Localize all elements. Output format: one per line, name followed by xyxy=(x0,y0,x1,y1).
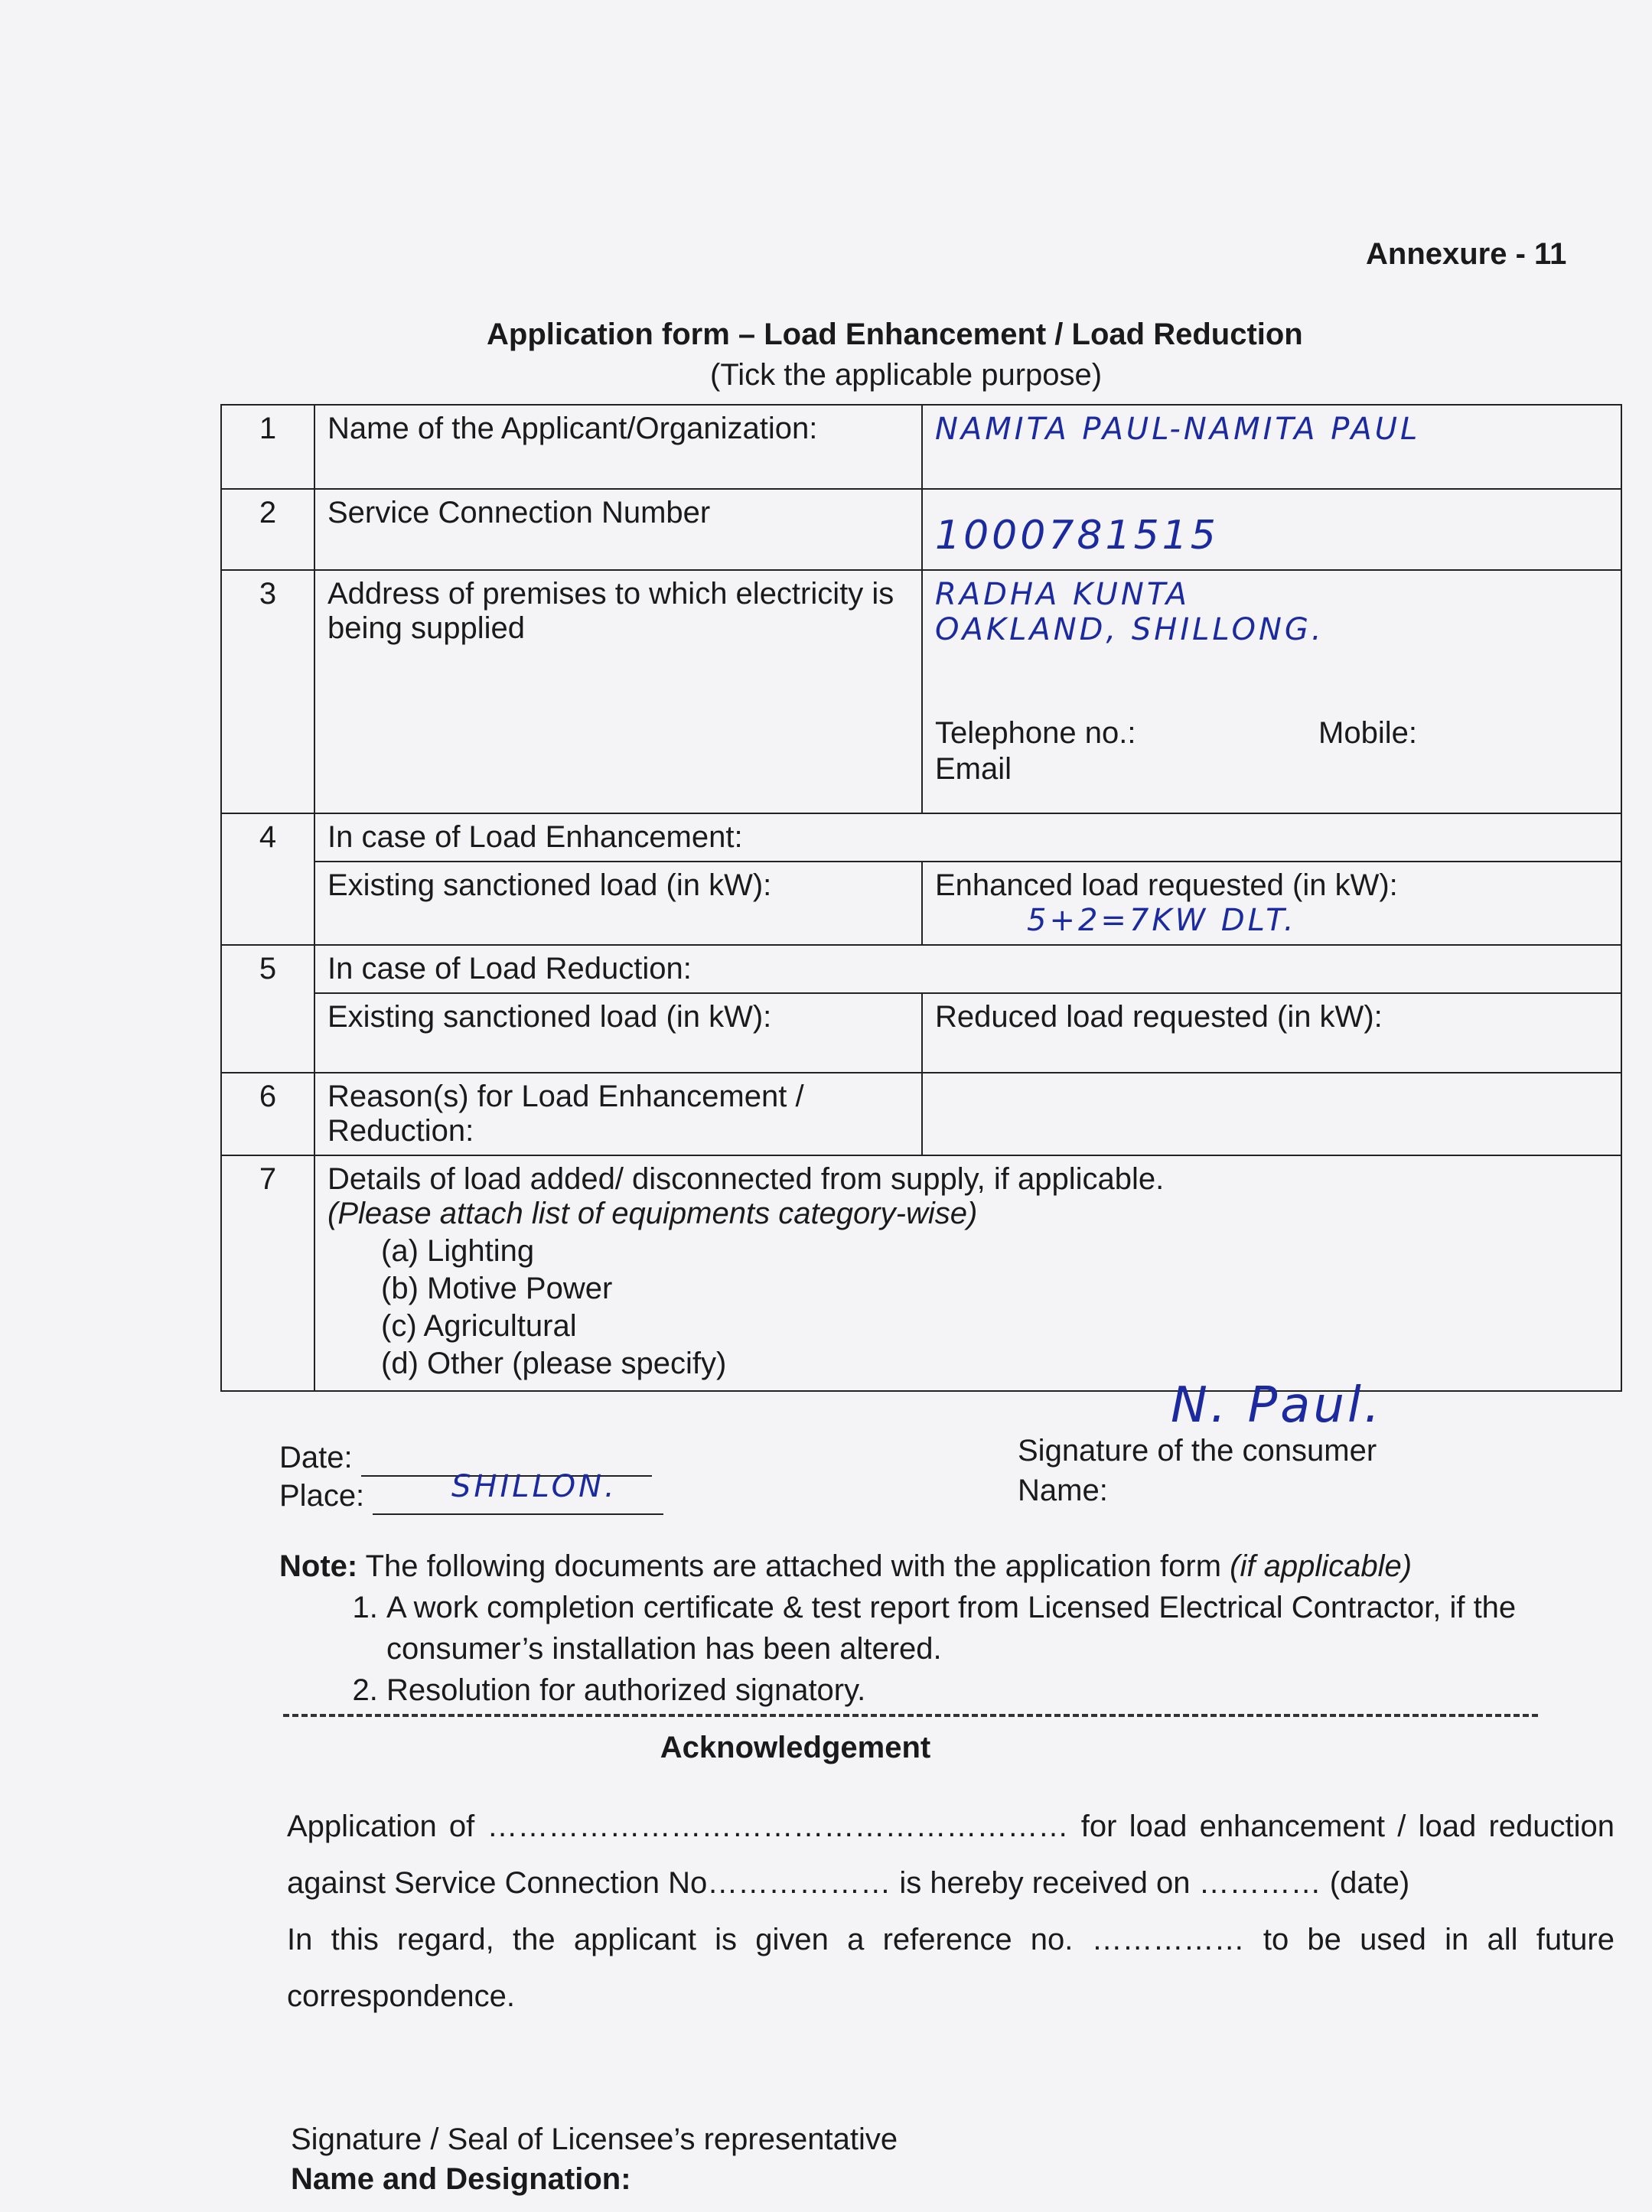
reduced-load-field[interactable] xyxy=(922,993,1621,1073)
address-line-1: RADHA KUNTA xyxy=(935,577,1190,612)
row-number: 1 xyxy=(221,405,314,489)
table-row xyxy=(221,993,1621,1073)
place-label: Place: xyxy=(279,1479,365,1513)
list-item: 2. Resolution for authorized signatory. xyxy=(386,1670,1626,1711)
load-details-label: Details of load added/ disconnected from supply, if applicable. xyxy=(327,1162,1165,1196)
applicant-name-value: NAMITA PAUL-NAMITA PAUL xyxy=(935,412,1421,447)
acknowledgement-body xyxy=(287,1798,1615,2025)
form-subtitle: (Tick the applicable purpose) xyxy=(710,358,1103,392)
applicant-name-field[interactable] xyxy=(922,405,1621,489)
acknowledgement-para-2: In this regard, the applicant is given a reference no. …………… to be used in all future correspondence. xyxy=(287,1923,1615,2013)
list-item: (a) Lighting xyxy=(381,1234,535,1268)
acknowledgement-title: Acknowledgement xyxy=(660,1731,931,1764)
licensee-sign-block xyxy=(291,2119,898,2199)
load-details-note: (Please attach list of equipments category-wise) xyxy=(327,1197,978,1230)
service-connection-value: 1000781515 xyxy=(935,513,1219,559)
service-connection-label: Service Connection Number xyxy=(314,489,922,570)
email-label: Email xyxy=(935,752,1012,786)
row-number: 3 xyxy=(221,570,314,813)
service-connection-field[interactable] xyxy=(922,489,1621,570)
application-form-table xyxy=(220,404,1622,1392)
table-row xyxy=(221,1155,1621,1391)
consumer-name-label: Name: xyxy=(1018,1474,1108,1507)
existing-load-label: Existing sanctioned load (in kW): xyxy=(314,862,922,945)
list-item: (c) Agricultural xyxy=(381,1309,577,1343)
note-text: The following documents are attached with the application form xyxy=(365,1549,1222,1583)
row-number: 4 xyxy=(221,813,314,945)
table-row xyxy=(221,405,1621,489)
reason-field[interactable] xyxy=(922,1073,1621,1155)
table-row xyxy=(221,489,1621,570)
note-label: Note: xyxy=(279,1549,358,1583)
place-value: SHILLON. xyxy=(451,1469,617,1504)
name-designation-label: Name and Designation: xyxy=(291,2162,631,2196)
cut-line-divider xyxy=(283,1714,1538,1717)
table-row xyxy=(221,862,1621,945)
table-row xyxy=(221,1073,1621,1155)
consumer-signature: N. Paul. xyxy=(1171,1377,1383,1434)
table-row xyxy=(221,945,1621,993)
table-row xyxy=(221,570,1621,813)
list-item: (b) Motive Power xyxy=(381,1272,613,1305)
address-label: Address of premises to which electricity is being supplied xyxy=(314,570,922,813)
row-number: 7 xyxy=(221,1155,314,1391)
load-enhancement-heading: In case of Load Enhancement: xyxy=(314,813,1621,862)
address-field[interactable] xyxy=(922,570,1621,813)
table-row xyxy=(221,813,1621,862)
row-number: 2 xyxy=(221,489,314,570)
list-item: 1. A work completion certificate & test report from Licensed Electrical Contractor, if the consumer’s installation has been altered. xyxy=(386,1587,1626,1670)
date-label: Date: xyxy=(279,1441,353,1474)
acknowledgement-para-1: Application of ………………………………………………… for load enhancement / load reduction against Service Connection No……………… is hereby received on ………… (date) xyxy=(287,1810,1615,1900)
load-details-cell xyxy=(314,1155,1621,1391)
row-number: 6 xyxy=(221,1073,314,1155)
existing-load-label: Existing sanctioned load (in kW): xyxy=(314,993,922,1073)
mobile-label: Mobile: xyxy=(1318,716,1417,750)
form-title: Application form – Load Enhancement / Load Reduction xyxy=(487,318,1303,351)
telephone-label: Telephone no.: xyxy=(935,716,1136,750)
list-item: (d) Other (please specify) xyxy=(381,1347,727,1380)
annexure-label: Annexure - 11 xyxy=(1366,237,1567,271)
consumer-sign-block xyxy=(1018,1431,1377,1510)
reason-label: Reason(s) for Load Enhancement / Reduction: xyxy=(314,1073,922,1155)
enhanced-load-value: 5+2=7KW DLT. xyxy=(1027,903,1297,938)
reduced-load-label: Reduced load requested (in kW): xyxy=(935,1000,1383,1034)
row-number: 5 xyxy=(221,945,314,1073)
licensee-sign-label: Signature / Seal of Licensee’s representative xyxy=(291,2122,898,2156)
note-section xyxy=(279,1546,1626,1711)
enhanced-load-label: Enhanced load requested (in kW): xyxy=(935,868,1398,902)
load-reduction-heading: In case of Load Reduction: xyxy=(314,945,1621,993)
consumer-sign-label: Signature of the consumer xyxy=(1018,1434,1377,1468)
enhanced-load-field[interactable] xyxy=(922,862,1621,945)
address-line-2: OAKLAND, SHILLONG. xyxy=(935,612,1325,647)
note-text-italic: (if applicable) xyxy=(1230,1549,1413,1583)
applicant-name-label: Name of the Applicant/Organization: xyxy=(314,405,922,489)
